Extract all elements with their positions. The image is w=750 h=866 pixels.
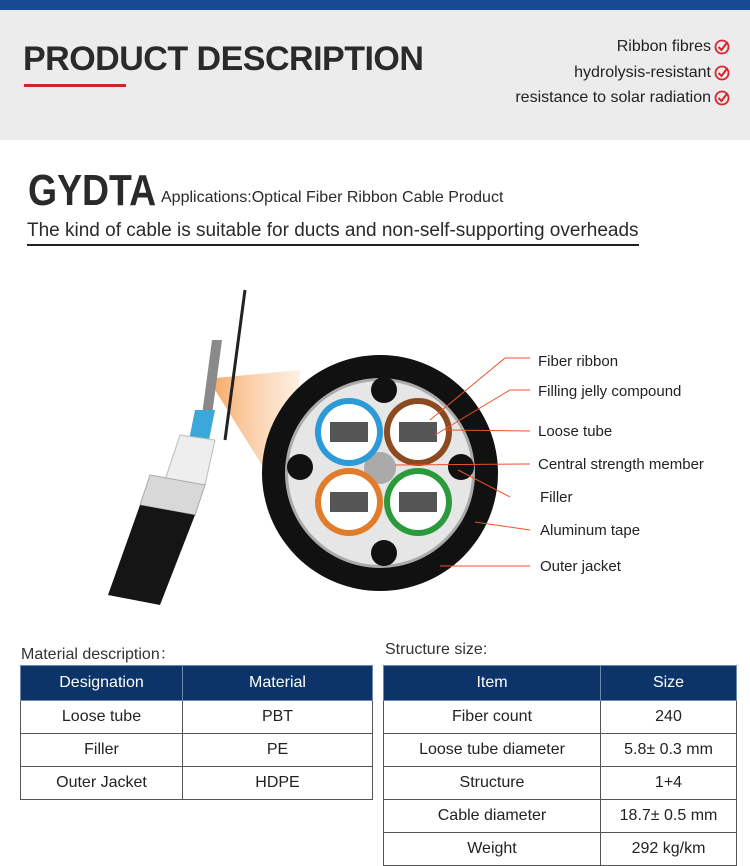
label-outer-jacket: Outer jacket bbox=[540, 558, 621, 575]
feature-label: resistance to solar radiation bbox=[515, 89, 711, 106]
column-header: Size bbox=[601, 666, 737, 701]
table-row bbox=[384, 800, 737, 833]
cable-diagram bbox=[0, 270, 750, 610]
label-loose-tube: Loose tube bbox=[538, 423, 613, 440]
title-underline bbox=[24, 84, 126, 87]
top-bar bbox=[0, 0, 750, 10]
table-cell: 5.8± 0.3 mm bbox=[601, 734, 737, 767]
label-aluminum-tape: Aluminum tape bbox=[540, 522, 641, 539]
table-cell: Structure bbox=[384, 767, 601, 800]
material-caption: Material description： bbox=[21, 646, 176, 663]
check-icon bbox=[714, 65, 730, 81]
column-header: Designation bbox=[21, 666, 183, 701]
table-cell: Weight bbox=[384, 833, 601, 866]
table-cell: PE bbox=[183, 734, 373, 767]
table-cell: Fiber count bbox=[384, 701, 601, 734]
table-row bbox=[384, 701, 737, 734]
feature-label: hydrolysis-resistant bbox=[574, 64, 711, 81]
page-title: PRODUCT DESCRIPTION bbox=[23, 40, 424, 78]
table-row bbox=[21, 701, 373, 734]
table-cell: 292 kg/km bbox=[601, 833, 737, 866]
column-header: Material bbox=[183, 666, 373, 701]
table-cell: 240 bbox=[601, 701, 737, 734]
table-row bbox=[21, 734, 373, 767]
table-cell: 18.7± 0.5 mm bbox=[601, 800, 737, 833]
table-cell: HDPE bbox=[183, 767, 373, 800]
label-central-strength-member: Central strength member bbox=[538, 456, 704, 473]
table-row bbox=[384, 833, 737, 866]
label-fiber-ribbon: Fiber ribbon bbox=[538, 353, 619, 370]
material-table bbox=[20, 665, 373, 800]
suitability-text: The kind of cable is suitable for ducts and non-self-supporting overheads bbox=[27, 220, 639, 246]
structure-table bbox=[383, 665, 737, 866]
cross-section bbox=[262, 355, 498, 591]
feature-item bbox=[617, 38, 730, 56]
table-cell: Loose tube diameter bbox=[384, 734, 601, 767]
table-header-row bbox=[21, 666, 373, 701]
feature-item bbox=[515, 89, 730, 107]
feature-label: Ribbon fibres bbox=[616, 38, 711, 55]
table-cell: Filler bbox=[21, 734, 183, 767]
check-icon bbox=[714, 90, 730, 106]
feature-item bbox=[574, 64, 730, 82]
cable-cutaway-image bbox=[108, 290, 245, 605]
structure-caption: Structure size: bbox=[385, 641, 488, 658]
label-filling-jelly: Filling jelly compound bbox=[538, 383, 682, 400]
column-header: Item bbox=[384, 666, 601, 701]
table-row bbox=[384, 767, 737, 800]
applications-text: Applications:Optical Fiber Ribbon Cable Product bbox=[161, 189, 504, 206]
label-filler: Filler bbox=[540, 489, 573, 506]
table-cell: Outer Jacket bbox=[21, 767, 183, 800]
table-row bbox=[21, 767, 373, 800]
check-icon bbox=[714, 39, 730, 55]
table-cell: PBT bbox=[183, 701, 373, 734]
table-cell: Cable diameter bbox=[384, 800, 601, 833]
table-cell: 1+4 bbox=[601, 767, 737, 800]
table-cell: Loose tube bbox=[21, 701, 183, 734]
table-header-row bbox=[384, 666, 737, 701]
table-row bbox=[384, 734, 737, 767]
model-name: GYDTA bbox=[28, 166, 157, 215]
